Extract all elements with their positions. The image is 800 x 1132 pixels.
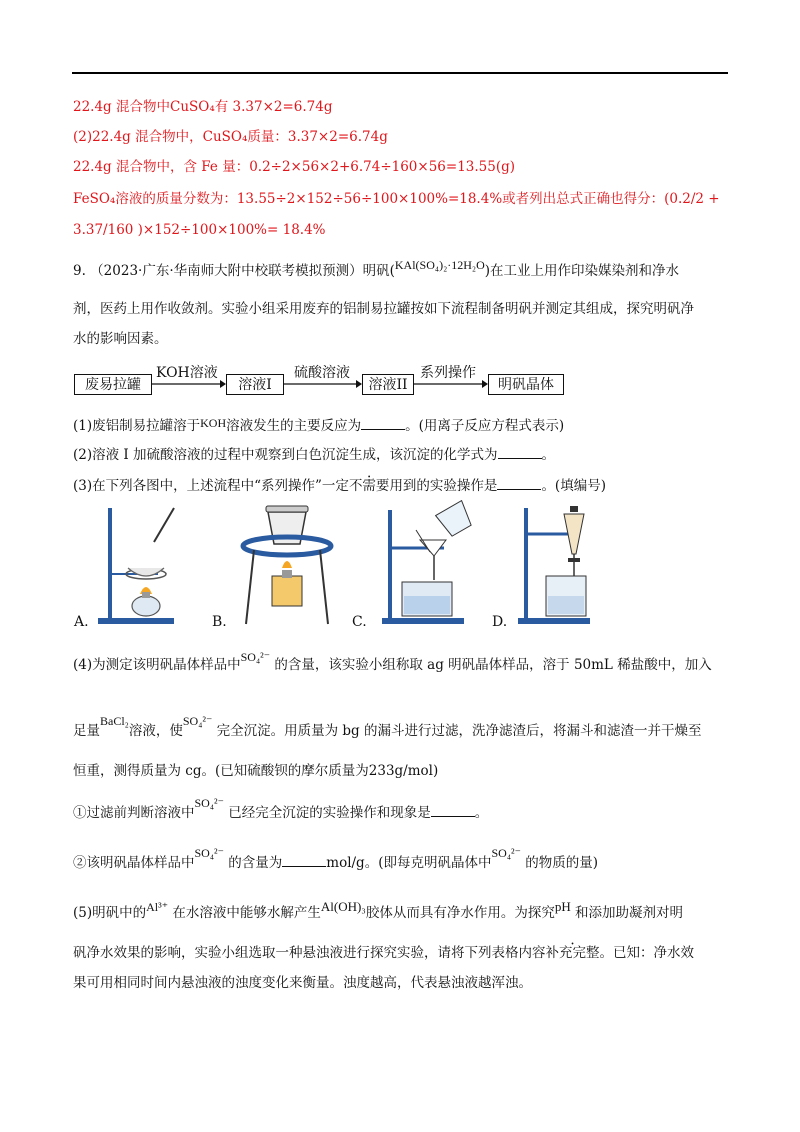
koh-formula: KOH (200, 416, 227, 430)
part3-emphasis: 不需要 (348, 478, 390, 494)
part5-text-f: 。已知：净水效 (599, 945, 694, 961)
apparatus-a-evaporation (96, 500, 176, 628)
q9-part2 (73, 446, 555, 464)
apparatus-c-filtration (382, 500, 482, 628)
part4-2-text-d: 的物质的量) (525, 855, 599, 871)
part1-text-c: 。(用离子反应方程式表示) (405, 418, 565, 434)
part2-text-b: 。 (541, 447, 556, 463)
answer-line-5: 3.37/160 )×152÷100×100%= 18.4% (73, 222, 326, 238)
label-a: A. (74, 614, 89, 630)
al3-formula: Al³⁺ (146, 900, 169, 914)
part4-text-a: (4)为测定该明矾晶体样品中 (73, 657, 241, 673)
q9-part5-line2 (73, 944, 694, 962)
part1-text-a: (1)废铝制易拉罐溶于 (73, 418, 201, 434)
part5-text-e: 矾净水效果的影响，实验小组选取一种悬浊液进行探究实验，请将下列表格内容 (73, 945, 546, 961)
label-b: B. (212, 614, 227, 630)
part5-text-d: 和添加助凝剂对明 (575, 905, 684, 921)
part5-text-a: (5)明矾中的 (73, 905, 147, 921)
part4-2-text-a: ②该明矾晶体样品中 (73, 855, 195, 871)
q9-part3 (73, 477, 606, 495)
q9-part4-sub2 (73, 846, 599, 872)
part1-text-b: 溶液发生的主要反应为 (226, 418, 362, 434)
flow-arrow-1 (152, 376, 226, 390)
answer-line-1: 22.4g 混合物中CuSO₄有 3.37×2=6.74g (73, 99, 333, 115)
answer-line-2: (2)22.4g 混合物中，CuSO₄质量：3.37×2=6.74g (73, 129, 388, 145)
header-rule (72, 72, 728, 74)
apparatus-d-separatory-funnel (518, 500, 598, 628)
flow-arrow-label-sulfuric: 硫酸溶液 (294, 365, 350, 381)
answer-line-4: FeSO₄溶液的质量分数为：13.55÷2×152÷56÷100×100%=18.4%或者列出总式正确也得分：(0.2/2 + (73, 191, 720, 207)
flow-box-waste-cans: 废易拉罐 (74, 374, 152, 395)
q9-intro-line1 (73, 258, 680, 280)
q9-intro-line2: 剂，医药上用作收敛剂。实验小组采用废弃的铝制易拉罐按如下流程制备明矾并测定其组成，探究明矾净 (73, 301, 694, 317)
part4-text-e: 完全沉淀。用质量为 bg 的漏斗进行过滤，洗净滤渣后，将漏斗和滤渣一并干燥至 (216, 723, 702, 739)
q9-part5-line1 (73, 899, 684, 922)
flow-box-solution-1: 溶液I (226, 374, 284, 395)
flow-arrow-label-koh: KOH溶液 (156, 365, 218, 381)
q9-part4-line3: 恒重，测得质量为 cg。(已知硫酸钡的摩尔质量为233g/mol) (73, 763, 439, 779)
answer-blank-5[interactable] (282, 854, 326, 867)
q9-part1 (73, 417, 564, 435)
flow-box-alum-crystal: 明矾晶体 (488, 374, 564, 395)
sulfate-formula: SO₄²⁻ (240, 650, 271, 664)
sulfate-formula-2: SO₄²⁻ (182, 714, 213, 728)
apparatus-b-crucible (232, 500, 342, 628)
sulfate-formula-3: SO₄²⁻ (194, 796, 224, 810)
part4-2-text-c: mol/g。(即每克明矾晶体中 (326, 855, 492, 871)
part3-text-b: 用到的实验操作是 (389, 478, 498, 494)
process-flow-chart (74, 362, 554, 402)
part4-text-c: 足量 (73, 723, 100, 739)
q9-part4-sub1 (73, 796, 489, 822)
q9-part4-line2 (73, 714, 702, 740)
flow-arrow-label-operations: 系列操作 (420, 365, 476, 381)
q9-intro-b: )在工业上用作印染媒染剂和净水 (484, 263, 680, 279)
flow-arrow-2 (284, 376, 362, 390)
sulfate-formula-5: SO₄²⁻ (491, 846, 521, 860)
flow-box-solution-2: 溶液II (362, 374, 414, 395)
q9-intro-a: 9. （2023·广东·华南师大附中校联考模拟预测）明矾( (73, 263, 395, 279)
part2-text-a: (2)溶液 I 加硫酸溶液的过程中观察到白色沉淀生成，该沉淀的化学式为 (73, 447, 498, 463)
part3-text-c: 。(填编号) (541, 478, 606, 494)
answer-line-3: 22.4g 混合物中，含 Fe 量：0.2÷2×56×2+6.74÷160×56=13.55(g) (73, 159, 516, 175)
sulfate-formula-4: SO₄²⁻ (194, 846, 224, 860)
part5-text-b: 在水溶液中能够水解产生 (172, 905, 321, 921)
part4-1-text-c: 。 (474, 805, 489, 821)
answer-blank-1[interactable] (361, 417, 405, 430)
q9-part5-line3: 果可用相同时间内悬浊液的浊度变化来衡量。浊度越高，代表悬浊液越浑浊。 (73, 975, 532, 991)
part4-2-text-b: 的含量为 (228, 855, 283, 871)
label-d: D. (492, 614, 508, 630)
bacl2-formula: BaCl₂ (100, 714, 129, 728)
part4-text-b: 的含量，该实验小组称取 ag 明矾晶体样品，溶于 50mL 稀盐酸中，加入 (274, 657, 712, 673)
part5-text-c: 胶体从而具有净水作用。为探究 (365, 905, 555, 921)
part4-1-text-a: ①过滤前判断溶液中 (73, 805, 195, 821)
part4-1-text-b: 已经完全沉淀的实验操作和现象是 (228, 805, 431, 821)
answer-blank-3[interactable] (497, 477, 541, 490)
answer-blank-4[interactable] (431, 804, 475, 817)
label-c: C. (352, 614, 367, 630)
aloh3-formula: Al(OH)₃ (320, 899, 366, 914)
part3-text-a: (3)在下列各图中，上述流程中“系列操作”一定 (73, 478, 349, 494)
flow-arrow-3 (414, 376, 488, 390)
part4-text-d: 溶液，使 (128, 723, 183, 739)
alum-formula: KAl(SO₄)₂·12H₂O (394, 258, 485, 272)
ph-formula: pH (554, 899, 571, 914)
answer-blank-2[interactable] (498, 446, 542, 459)
part5-emphasis: 补充完整 (545, 945, 600, 961)
q9-part4-line1 (73, 650, 712, 674)
q9-intro-line3: 水的影响因素。 (73, 331, 168, 347)
